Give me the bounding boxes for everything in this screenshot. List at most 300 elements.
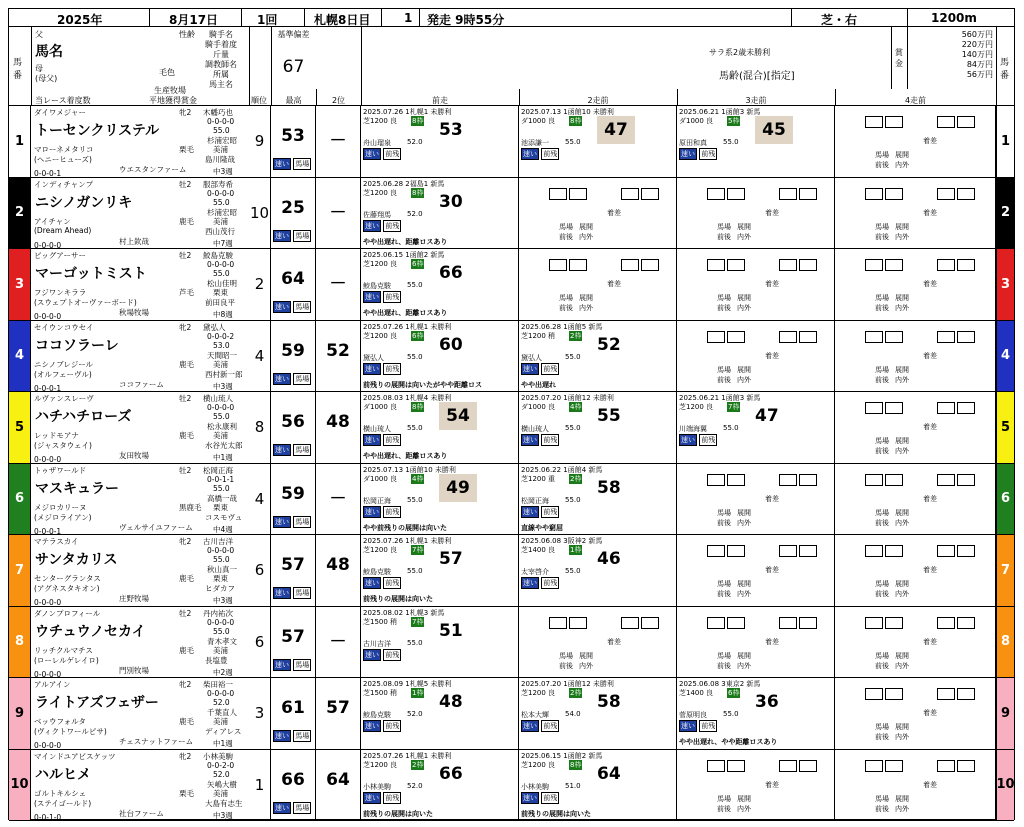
jockey: 松岡正海 <box>203 465 233 475</box>
tag-baba: 馬場 <box>875 151 889 159</box>
tag-zengo: 前後 <box>717 304 731 312</box>
tag-naigai: 内外 <box>895 304 909 312</box>
race-jockey: 佐藤翔馬 <box>363 210 391 219</box>
trainer: 松永康利 <box>207 422 237 431</box>
tag-naigai: 内外 <box>895 590 909 598</box>
race-tags <box>363 649 401 661</box>
race-tags <box>363 792 401 804</box>
tag-zenzan: 前残 <box>543 579 558 587</box>
race-weight: 55.0 <box>565 138 581 146</box>
tag-zenzan: 前残 <box>701 722 716 730</box>
tag-tenkai: 展開 <box>579 651 593 660</box>
second-value: 52 <box>326 340 350 361</box>
umaban-left: 10 <box>9 750 31 821</box>
empty-grid <box>679 611 829 663</box>
tag-diff: 着差 <box>923 137 937 145</box>
horse-row[interactable] <box>9 678 1014 750</box>
jockey-record: 0-0-0-0 <box>207 546 235 555</box>
horse-name[interactable]: ココソラーレ <box>35 337 119 354</box>
race-weight: 55.0 <box>565 352 581 361</box>
race-date: 2025.06.08 3阪神2 新馬 <box>521 537 603 545</box>
coat: 栗毛 <box>179 145 194 154</box>
owner: 西村新一郎 <box>205 369 243 379</box>
column-legend <box>9 27 1014 106</box>
prize-value: 56万円 <box>966 70 993 79</box>
empty-grid <box>837 682 987 734</box>
tag-baba: 馬場 <box>717 580 731 588</box>
horse-row[interactable] <box>9 106 1014 178</box>
empty-grid <box>837 611 987 663</box>
race-date: 2025.06.21 1函館3 新馬 <box>679 394 761 402</box>
tag-fast: 速い <box>275 589 289 597</box>
legend-farm: 生産牧場 <box>154 86 186 95</box>
legend-sex: 性齢 <box>179 30 195 39</box>
race-date: 2025.07.26 1札幌1 未勝利 <box>363 537 452 545</box>
past-race[interactable] <box>677 678 835 749</box>
tag-zenzan: 前残 <box>385 507 400 516</box>
tag-naigai: 内外 <box>895 518 909 527</box>
jockey-record: 0-0-0-0 <box>207 260 235 269</box>
best-score <box>271 464 316 535</box>
gate-badge: 4枠 <box>570 403 582 411</box>
tag-zengo: 前後 <box>875 161 889 169</box>
empty-grid <box>837 396 987 448</box>
best-score <box>271 321 316 392</box>
best-value: 59 <box>281 483 305 504</box>
race-note: やや出遅れ <box>521 380 556 389</box>
race-course: 芝1200 良 <box>679 403 714 411</box>
owner: ディアレス <box>205 727 242 736</box>
kin: 55.0 <box>213 269 230 278</box>
past-race[interactable] <box>677 106 835 177</box>
horse-name[interactable]: ハルヒメ <box>35 766 91 783</box>
past-race[interactable] <box>361 607 519 678</box>
dam: フジワンキララ <box>34 288 87 297</box>
race-figure: 46 <box>597 549 621 569</box>
umaban-left: 7 <box>9 535 31 606</box>
rank: 4 <box>249 464 271 535</box>
coat: 栗毛 <box>179 788 194 798</box>
race-cond: 馬齢(混合)[指定] <box>719 71 795 82</box>
race-figure: 60 <box>439 334 463 355</box>
tag-tenkai: 展開 <box>895 651 909 660</box>
past-race[interactable] <box>519 750 677 821</box>
owner: 水谷光太郎 <box>205 441 243 450</box>
race-weight: 52.0 <box>407 781 423 790</box>
jockey: 丹内祐次 <box>203 608 233 618</box>
race-date: 2025.08.09 1札幌5 未勝利 <box>363 680 452 688</box>
shozoku: 栗東 <box>213 288 228 297</box>
tag-naigai: 内外 <box>579 661 593 670</box>
umaban-left: 3 <box>9 249 31 320</box>
race-jockey: 原田和真 <box>679 139 707 147</box>
interval: 中4週 <box>213 524 233 534</box>
race-note: 直線やや窮屈 <box>521 523 563 532</box>
jockey-record: 0-0-0-0 <box>207 403 235 412</box>
tag-naigai: 内外 <box>737 304 751 312</box>
tag-tenkai: 展開 <box>895 294 909 302</box>
post-time: 発走 9時55分 <box>427 13 505 27</box>
tag-zenzan: 前残 <box>701 436 716 444</box>
tag-naigai: 内外 <box>895 232 909 241</box>
past-race[interactable] <box>519 535 677 606</box>
gate-badge: 2枠 <box>570 474 582 483</box>
race-figure: 66 <box>439 763 463 784</box>
gate-badge: 1枠 <box>570 546 582 554</box>
tag-zenzan: 前残 <box>543 507 558 516</box>
trainer: 秋山真一 <box>207 565 237 574</box>
race-course: 芝1200 稍 <box>521 331 556 340</box>
tag-zenzan: 前残 <box>385 436 400 444</box>
sex-age: 牡2 <box>179 179 192 189</box>
record: 0-0-0-1 <box>34 169 62 178</box>
tag-fast: 速い <box>523 507 537 516</box>
horse-name[interactable]: ライトアズフェザー <box>35 695 159 711</box>
interval: 中8週 <box>213 310 233 319</box>
umaban-left: 6 <box>9 464 31 535</box>
kin: 55.0 <box>213 126 230 135</box>
past-race[interactable] <box>361 678 519 749</box>
record: 0-0-0-0 <box>34 240 62 250</box>
tag-fast: 速い <box>365 293 379 301</box>
legend-prev1: 前走 <box>432 96 448 105</box>
race-jockey: 松岡正海 <box>363 496 391 505</box>
gate-badge: 8枠 <box>570 117 582 125</box>
race-tags <box>363 148 401 160</box>
tag-zengo: 前後 <box>559 661 573 670</box>
dam: レッドモアナ <box>34 431 79 440</box>
legend-prev2: 2走前 <box>587 96 609 105</box>
past-race[interactable] <box>361 178 519 249</box>
race-course: ダ1000 良 <box>521 117 556 125</box>
owner: 長塩豊 <box>205 655 228 665</box>
empty-grid <box>837 325 987 377</box>
farm: 門別牧場 <box>119 665 149 675</box>
tag-diff: 着差 <box>923 494 937 503</box>
race-jockey: 黛弘人 <box>363 353 384 362</box>
tag-zengo: 前後 <box>875 304 889 312</box>
tag-tenkai: 展開 <box>737 580 751 588</box>
past-race-empty <box>835 464 996 535</box>
damsire: (Dream Ahead) <box>34 225 92 235</box>
jockey-record: 0-0-1-1 <box>207 474 235 484</box>
second-value: － <box>329 631 347 652</box>
race-course: 芝1200 良 <box>363 260 398 268</box>
race-note: やや出遅れ、距離ロスあり <box>363 309 448 317</box>
race-jockey: 横山琉人 <box>363 425 391 433</box>
record: 0-0-1-0 <box>34 812 62 822</box>
past-race-empty <box>677 750 835 821</box>
tag-diff: 着差 <box>765 637 779 646</box>
tag-baba: 馬場 <box>559 294 573 302</box>
date: 8月17日 <box>169 13 219 27</box>
race-date: 2025.07.13 1函館10 未勝利 <box>521 108 614 116</box>
kin: 55.0 <box>213 483 230 493</box>
tag-baba: 馬場 <box>875 437 889 445</box>
horse-name[interactable]: トーセンクリステル <box>35 123 160 139</box>
coat: 鹿毛 <box>179 574 194 583</box>
horse-row[interactable] <box>9 607 1014 679</box>
race-course: 芝1200 良 <box>363 546 398 554</box>
race-note: やや出遅れ、距離ロスあり <box>363 237 448 246</box>
horse-name[interactable]: ニシノガンリキ <box>35 194 133 211</box>
kin: 55.0 <box>213 412 230 421</box>
best-value: 59 <box>281 340 305 361</box>
race-jockey: 池添謙一 <box>521 139 549 147</box>
gate-badge: 6枠 <box>728 689 740 697</box>
interval: 中3週 <box>213 381 233 391</box>
race-course: 芝1500 稍 <box>363 617 398 626</box>
tag-baba: 馬場 <box>875 294 889 302</box>
tag-zenzan: 前残 <box>543 793 558 802</box>
tag-zenzan: 前残 <box>385 650 400 659</box>
sex-age: 牡2 <box>179 608 192 618</box>
past-race-empty <box>835 607 996 678</box>
kin: 55.0 <box>213 555 230 564</box>
empty-grid <box>837 110 987 162</box>
course-day: 札幌8日目 <box>314 13 371 27</box>
tag-naigai: 内外 <box>737 518 751 527</box>
prize-value: 560万円 <box>961 30 993 39</box>
tag-baba: 馬場 <box>875 651 889 660</box>
horse-info <box>31 249 271 320</box>
race-note: 前残りの展開は向いた <box>363 809 433 818</box>
past-race[interactable] <box>361 249 519 320</box>
horse-row[interactable] <box>9 321 1014 393</box>
tag-fast: 速い <box>523 436 537 444</box>
past-race[interactable] <box>519 106 677 177</box>
owner: 西山茂行 <box>205 226 235 236</box>
race-figure: 36 <box>755 692 779 712</box>
tag-zengo: 前後 <box>559 304 573 312</box>
horse-name[interactable]: マーゴットミスト <box>35 266 147 282</box>
best-tags <box>273 301 311 313</box>
umaban-left: 8 <box>9 607 31 678</box>
umaban-left: 9 <box>9 678 31 749</box>
past-race[interactable] <box>361 464 519 535</box>
trainer: 松山佳明 <box>207 279 237 288</box>
shozoku: 美浦 <box>213 145 228 154</box>
legend-std: 基準偏差 <box>277 30 310 39</box>
record: 0-0-0-0 <box>34 741 62 750</box>
tag-baba: 馬場 <box>717 222 731 231</box>
horse-info <box>31 392 271 463</box>
tag-fast: 速い <box>523 579 537 587</box>
horse-row[interactable] <box>9 464 1014 536</box>
past-race[interactable] <box>361 392 519 463</box>
tag-baba: 馬場 <box>295 660 310 669</box>
race-note: 前残りの展開は向いた <box>521 809 591 818</box>
horse-name[interactable]: マスキュラー <box>35 480 119 497</box>
race-tags <box>363 291 401 303</box>
horse-name[interactable]: サンタカリス <box>35 552 118 568</box>
race-jockey: 菅原明良 <box>679 711 707 719</box>
past-race[interactable] <box>361 535 519 606</box>
distance: 1200m <box>931 11 977 25</box>
farm: チェスナットファーム <box>119 737 194 746</box>
horse-row[interactable] <box>9 392 1014 464</box>
legend-coat: 毛色 <box>159 68 175 77</box>
past-race-empty <box>519 607 677 678</box>
race-figure: 30 <box>439 191 463 212</box>
horse-row[interactable] <box>9 535 1014 607</box>
empty-grid <box>521 182 671 234</box>
record: 0-0-0-0 <box>34 455 62 464</box>
legend-jrec: 騎手着度 <box>205 40 237 49</box>
sire: ダノンプロフィール <box>34 608 101 618</box>
damsire: (ジャスタウェイ) <box>34 441 92 450</box>
second-score <box>316 750 361 821</box>
gate-badge: 4枠 <box>412 474 424 483</box>
damsire: (ヴィクトワールピサ) <box>34 727 107 736</box>
race-jockey: 古川吉洋 <box>363 639 391 648</box>
past-race[interactable] <box>677 392 835 463</box>
race-weight: 55.0 <box>407 638 423 647</box>
tag-diff: 着差 <box>765 280 779 288</box>
past-race[interactable] <box>361 750 519 821</box>
damsire: (ヘニーヒューズ) <box>34 155 92 164</box>
damsire: (ステイゴールド) <box>34 798 92 808</box>
sex-age: 牡2 <box>179 394 192 403</box>
umaban-left: 4 <box>9 321 31 392</box>
tag-zenzan: 前残 <box>385 793 400 802</box>
owner: 大島有志生 <box>205 798 243 808</box>
horse-name[interactable]: ウチュウノセカイ <box>35 623 146 640</box>
tag-zengo: 前後 <box>717 804 731 813</box>
owner: 前田良平 <box>205 298 235 307</box>
sex-age: 牝2 <box>179 108 192 117</box>
record: 0-0-0-0 <box>34 598 62 607</box>
past-race[interactable] <box>361 321 519 392</box>
gate-badge: 8枠 <box>412 117 424 125</box>
tag-fast: 速い <box>523 364 537 373</box>
dam: アイチャン <box>34 216 71 226</box>
tag-tenkai: 展開 <box>895 508 909 517</box>
tag-diff: 着差 <box>923 637 937 646</box>
race-tags <box>521 792 559 804</box>
interval: 中7週 <box>213 238 233 248</box>
tag-fast: 速い <box>523 150 537 158</box>
race-figure: 52 <box>597 334 621 355</box>
dam: メジロカリーヌ <box>34 502 87 512</box>
race-figure: 66 <box>439 263 463 283</box>
farm: 庄野牧場 <box>119 594 149 603</box>
horse-name[interactable]: ハチハチローズ <box>35 409 132 425</box>
race-tags <box>363 506 401 518</box>
empty-grid <box>837 468 987 520</box>
empty-grid <box>521 611 671 663</box>
race-note: 前残りの展開は向いたがやや距離ロス <box>363 380 482 389</box>
prize-value: 84万円 <box>966 60 993 69</box>
tag-fast: 速い <box>681 150 695 158</box>
race-date: 2025.08.02 1札幌3 新馬 <box>363 608 445 617</box>
empty-grid <box>679 468 829 520</box>
race-weight: 55.0 <box>723 138 739 146</box>
second-score <box>316 178 361 249</box>
tag-zengo: 前後 <box>875 447 889 455</box>
gate-badge: 2枠 <box>412 760 424 769</box>
best-score <box>271 392 316 463</box>
damsire: (ローレルゲレイロ) <box>34 655 99 665</box>
tag-fast: 速い <box>275 231 289 240</box>
umaban-label-right: 馬番 <box>1000 58 1010 81</box>
tag-tenkai: 展開 <box>579 222 593 231</box>
tag-zengo: 前後 <box>559 232 573 241</box>
rank: 1 <box>249 750 271 821</box>
past-race-empty <box>835 106 996 177</box>
legend-sire: 父 <box>35 30 43 39</box>
sire: マテラスカイ <box>34 537 79 546</box>
tag-baba: 馬場 <box>295 589 310 597</box>
jockey: 黛弘人 <box>203 322 226 332</box>
past-race-empty <box>677 178 835 249</box>
shozoku: 美浦 <box>213 216 228 226</box>
past-race[interactable] <box>519 464 677 535</box>
rank: 6 <box>249 535 271 606</box>
farm: ココファーム <box>119 379 164 389</box>
race-weight: 55.0 <box>565 567 581 575</box>
shozoku: 栗東 <box>213 502 228 512</box>
umaban-right: 10 <box>996 750 1014 821</box>
race-note: やや出遅れ、やや距離ロスあり <box>679 738 778 746</box>
gate-badge: 6枠 <box>412 260 424 268</box>
past-race[interactable] <box>519 321 677 392</box>
past-race[interactable] <box>519 678 677 749</box>
empty-grid <box>679 253 829 305</box>
tag-naigai: 内外 <box>737 804 751 813</box>
tag-fast: 速い <box>365 364 379 373</box>
jockey: 服部寿希 <box>203 179 233 189</box>
tag-diff: 着差 <box>923 351 937 360</box>
kin: 55.0 <box>213 626 230 636</box>
race-weight: 52.0 <box>407 710 423 718</box>
umaban-right: 9 <box>996 678 1014 749</box>
tag-baba: 馬場 <box>295 160 310 168</box>
past-race[interactable] <box>519 392 677 463</box>
tag-baba: 馬場 <box>875 508 889 517</box>
race-date: 2025.07.20 1函館12 未勝利 <box>521 394 614 402</box>
horse-row[interactable] <box>9 178 1014 250</box>
dam: センターグランタス <box>34 574 101 583</box>
best-value: 66 <box>281 769 305 790</box>
interval: 中1週 <box>213 453 233 462</box>
sire: インディチャンプ <box>34 179 94 189</box>
second-value: － <box>329 202 347 223</box>
horse-row[interactable] <box>9 249 1014 321</box>
tag-baba: 馬場 <box>875 580 889 588</box>
past-race-empty <box>677 249 835 320</box>
horse-row[interactable] <box>9 750 1014 822</box>
race-header <box>9 9 1014 27</box>
race-course: 芝1500 稍 <box>363 689 398 697</box>
past-race[interactable] <box>361 106 519 177</box>
sex-age: 牡2 <box>179 465 192 475</box>
race-jockey: 鮫島克駿 <box>363 711 391 719</box>
umaban-right: 7 <box>996 535 1014 606</box>
tag-baba: 馬場 <box>295 732 310 740</box>
best-tags <box>273 373 311 385</box>
jockey: 小林美駒 <box>203 751 233 761</box>
tag-baba: 馬場 <box>717 651 731 660</box>
race-tags <box>521 506 559 518</box>
gate-badge: 8枠 <box>412 403 424 411</box>
umaban-right: 5 <box>996 392 1014 463</box>
tag-fast: 速い <box>275 517 289 526</box>
race-tags <box>363 220 401 232</box>
race-note: 前残りの展開は向いた <box>363 595 433 603</box>
gate-badge: 7枠 <box>412 617 424 626</box>
interval: 中2週 <box>213 667 233 677</box>
